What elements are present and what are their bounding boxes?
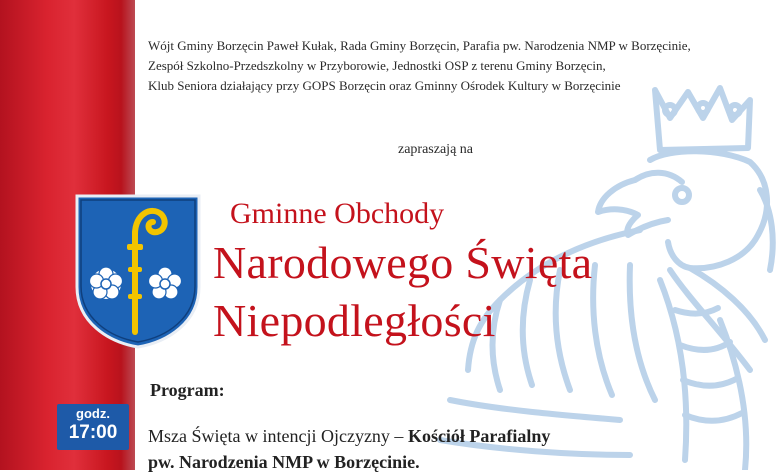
organizers-line-2: Zespół Szkolno-Przedszkolny w Przyborowie, Jednostki OSP z terenu Gminy Borzęcin, (148, 58, 606, 73)
title-small: Gminne Obchody (230, 197, 445, 230)
organizers-line-3: Klub Seniora działający przy GOPS Borzęcin oraz Gminny Ośrodek Kultury w Borzęcinie (148, 78, 621, 93)
invite-text: zapraszają na (398, 142, 473, 157)
time-value: 17:00 (68, 422, 118, 443)
time-badge (57, 404, 129, 450)
event-location: Kościół Parafialny (407, 426, 551, 446)
program-label: Program: (150, 380, 225, 400)
title-line-2: Niepodległości (213, 295, 496, 346)
event-location-line-2: pw. Narodzenia NMP w Borzęcinie. (148, 452, 420, 472)
organizers-line-1: Wójt Gminy Borzęcin Paweł Kułak, Rada Gminy Borzęcin, Parafia pw. Narodzenia NMP w Borzęcinie, (148, 38, 691, 53)
time-label: godz. (76, 406, 110, 421)
event-text: Msza Święta w intencji Ojczyzny – (148, 426, 408, 446)
event-description (148, 426, 550, 447)
organizers-text (148, 36, 778, 96)
coat-of-arms-icon (73, 192, 203, 350)
title-line-1: Narodowego Święta (213, 237, 593, 288)
